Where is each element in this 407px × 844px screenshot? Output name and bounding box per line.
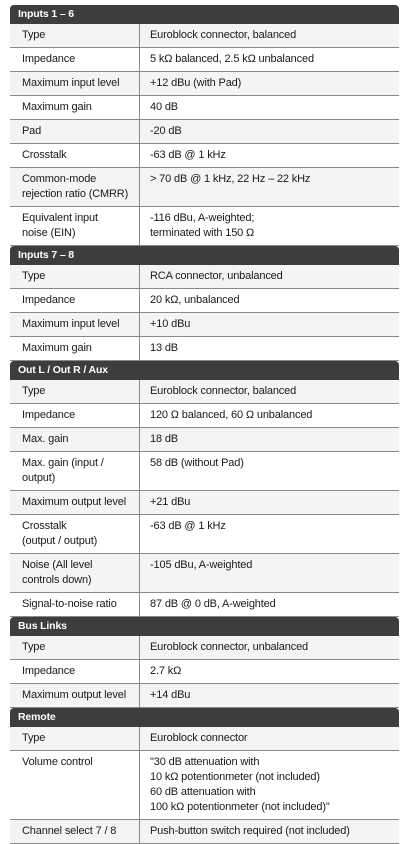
table-row	[10, 48, 399, 72]
table-row	[10, 452, 399, 491]
table-row	[10, 554, 399, 593]
spec-value: -63 dB @ 1 kHz	[150, 520, 226, 532]
table-row	[10, 428, 399, 452]
table-row	[10, 404, 399, 428]
spec-value: 120 Ω balanced, 60 Ω unbalanced	[150, 409, 313, 421]
table-row	[10, 289, 399, 313]
section-header: Bus Links	[10, 617, 399, 636]
table-row	[10, 313, 399, 337]
spec-value: 13 dB	[150, 342, 178, 354]
spec-label: Max. gain (input / output)	[10, 452, 140, 490]
spec-label: Type	[10, 24, 140, 47]
spec-label: Pad	[10, 120, 140, 143]
section-header: Remote	[10, 708, 399, 727]
spec-label: Maximum output level	[10, 491, 140, 514]
spec-value: -116 dBu, A-weighted; terminated with 150 Ω	[150, 212, 255, 239]
spec-label: Maximum gain	[10, 337, 140, 360]
table-row	[10, 593, 399, 617]
spec-value: +12 dBu (with Pad)	[150, 77, 242, 89]
spec-label: Type	[10, 380, 140, 403]
table-row	[10, 660, 399, 684]
spec-value: 2.7 kΩ	[150, 665, 182, 677]
spec-value: Euroblock connector, balanced	[150, 29, 297, 41]
spec-section	[10, 5, 399, 246]
table-row	[10, 636, 399, 660]
table-row	[10, 144, 399, 168]
spec-label: Type	[10, 636, 140, 659]
spec-value: 40 dB	[150, 101, 178, 113]
spec-value: -20 dB	[150, 125, 182, 137]
spec-value: RCA connector, unbalanced	[150, 270, 283, 282]
spec-label: Maximum gain	[10, 96, 140, 119]
spec-label: Impedance	[10, 404, 140, 427]
spec-section	[10, 617, 399, 708]
spec-label: Impedance	[10, 660, 140, 683]
table-row	[10, 751, 399, 820]
spec-value: 20 kΩ, unbalanced	[150, 294, 240, 306]
spec-value: +14 dBu	[150, 689, 191, 701]
spec-label: Signal-to-noise ratio	[10, 593, 140, 616]
spec-label: Max. gain	[10, 428, 140, 451]
section-header: Out L / Out R / Aux	[10, 361, 399, 380]
spec-value: +10 dBu	[150, 318, 191, 330]
spec-label: Common-mode rejection ratio (CMRR)	[10, 168, 140, 206]
spec-value: > 70 dB @ 1 kHz, 22 Hz – 22 kHz	[150, 173, 311, 185]
table-row	[10, 337, 399, 361]
table-row	[10, 265, 399, 289]
spec-label: Maximum input level	[10, 72, 140, 95]
spec-label: Type	[10, 265, 140, 288]
spec-value: -105 dBu, A-weighted	[150, 559, 253, 571]
table-row	[10, 24, 399, 48]
table-row	[10, 727, 399, 751]
table-row	[10, 380, 399, 404]
spec-section	[10, 708, 399, 844]
spec-label: Noise (All level controls down)	[10, 554, 140, 592]
section-rows	[10, 636, 399, 708]
spec-value: Push-button switch required (not included)	[150, 825, 350, 837]
spec-section	[10, 246, 399, 361]
spec-label: Maximum input level	[10, 313, 140, 336]
spec-section	[10, 361, 399, 617]
spec-value: 18 dB	[150, 433, 178, 445]
table-row	[10, 207, 399, 246]
spec-value: "30 dB attenuation with 10 kΩ potentionmeter (not included) 60 dB attenuation with 100 kΩ potentionmeter (not included)"	[150, 756, 330, 813]
section-header: Inputs 1 – 6	[10, 5, 399, 24]
table-row	[10, 491, 399, 515]
spec-table	[10, 5, 399, 844]
section-rows	[10, 24, 399, 246]
table-row	[10, 168, 399, 207]
section-rows	[10, 265, 399, 361]
section-header: Inputs 7 – 8	[10, 246, 399, 265]
table-row	[10, 515, 399, 554]
spec-value: Euroblock connector	[150, 732, 248, 744]
spec-label: Volume control	[10, 751, 140, 819]
spec-label: Maximum output level	[10, 684, 140, 707]
spec-label: Impedance	[10, 289, 140, 312]
spec-value: +21 dBu	[150, 496, 191, 508]
spec-label: Crosstalk (output / output)	[10, 515, 140, 553]
spec-value: 5 kΩ balanced, 2.5 kΩ unbalanced	[150, 53, 314, 65]
spec-value: 58 dB (without Pad)	[150, 457, 244, 469]
spec-value: -63 dB @ 1 kHz	[150, 149, 226, 161]
spec-value: Euroblock connector, balanced	[150, 385, 297, 397]
spec-label: Equivalent input noise (EIN)	[10, 207, 140, 245]
spec-label: Impedance	[10, 48, 140, 71]
table-row	[10, 72, 399, 96]
spec-label: Type	[10, 727, 140, 750]
spec-label: Channel select 7 / 8	[10, 820, 140, 843]
section-rows	[10, 380, 399, 617]
table-row	[10, 820, 399, 844]
spec-label: Crosstalk	[10, 144, 140, 167]
table-row	[10, 120, 399, 144]
spec-value: Euroblock connector, unbalanced	[150, 641, 309, 653]
section-rows	[10, 727, 399, 844]
spec-value: 87 dB @ 0 dB, A-weighted	[150, 598, 276, 610]
table-row	[10, 684, 399, 708]
table-row	[10, 96, 399, 120]
